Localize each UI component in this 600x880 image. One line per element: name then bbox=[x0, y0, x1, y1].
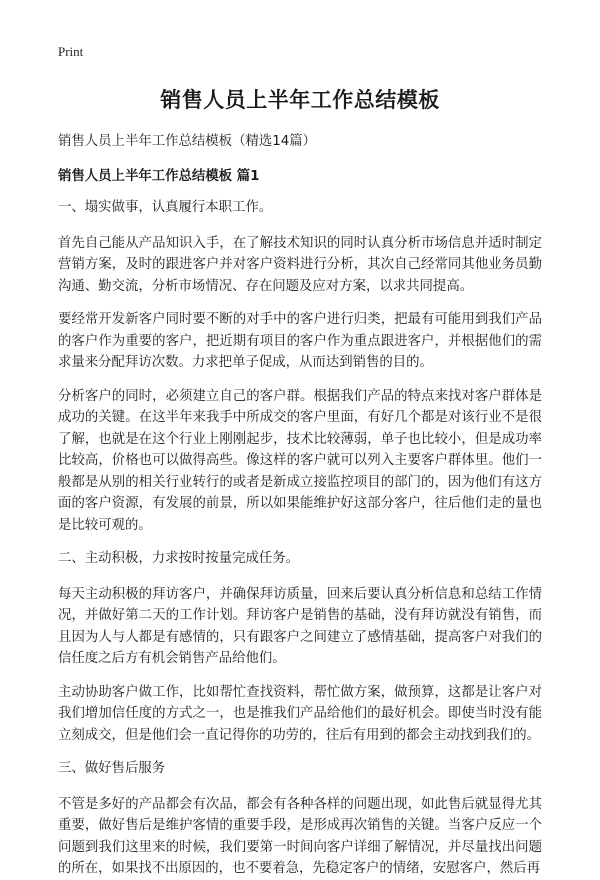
section-heading: 销售人员上半年工作总结模板 篇1 bbox=[58, 169, 260, 184]
paragraph: 每天主动积极的拜访客户，并确保拜访质量，回来后要认真分析信息和总结工作情况，并做好第二天的工作计划。拜访客户是销售的基础，没有拜访就没有销售，而且因为人与人都是有感情的，只有跟客户之间建立了感情基础，提高客户对我们的信任度之后方有机会销售产品给他们。 bbox=[58, 586, 542, 666]
page-title: 销售人员上半年工作总结模板 bbox=[160, 88, 440, 112]
print-link[interactable]: Print bbox=[58, 44, 84, 59]
paragraph: 分析客户的同时，必须建立自己的客户群。根据我们产品的特点来找对客户群体是成功的关键。在这半年来我手中所成交的客户里面，有好几个都是对该行业不是很了解，也就是在这个行业上刚刚起步，技术比较薄弱，单子也比较小，但是成功率比较高，价格也可以做得高些。像这样的客户就可以列入主要客户群体里。他们一般都是从别的相关行业转行的或者是新成立接监控项目的部门的，因为他们有这方面的客户资源，有发展的前景，所以如果能维护好这部分客户，往后他们走的量也是比较可观的。 bbox=[58, 388, 542, 533]
paragraph-heading-3: 三、做好售后服务 bbox=[58, 761, 166, 776]
document-subtitle: 销售人员上半年工作总结模板（精选14篇） bbox=[58, 134, 317, 149]
paragraph-heading-1: 一、塌实做事，认真履行本职工作。 bbox=[58, 200, 273, 215]
paragraph: 主动协助客户做工作，比如帮忙查找资料，帮忙做方案，做预算，这都是让客户对我们增加信任度的方式之一，也是推我们产品给他们的最好机会。即使当时没有能立刻成交，但是他们会一直记得你的功劳的，往后有用到的都会主动找到我们的。 bbox=[58, 684, 542, 743]
paragraph: 不管是多好的产品都会有次品，都会有各种各样的问题出现，如此售后就显得尤其重要，做好售后是维护客情的重要手段，是形成再次销售的关键。当客户反应一个问题到我们这里来的时候，我们要第一时间向客户详细了解情况，并尽量找出问题的所在，如果找不出原因的，也不要着急，先稳定客户的情绪，安慰客户，然后再 bbox=[58, 796, 542, 876]
paragraph: 要经常开发新客户同时要不断的对手中的客户进行归类，把最有可能用到我们产品的客户作为重要的客户，把近期有项目的客户作为重点跟进客户，并根据他们的需求量来分配拜访次数。力求把单子促成，从而达到销售的目的。 bbox=[58, 312, 542, 370]
paragraph: 首先自己能从产品知识入手，在了解技术知识的同时认真分析市场信息并适时制定营销方案，及时的跟进客户并对客户资料进行分析，其次自己经常同其他业务员勤沟通、勤交流，分析市场情况、存在问题及应对方案，以求共同提高。 bbox=[58, 235, 542, 294]
paragraph-heading-2: 二、主动积极，力求按时按量完成任务。 bbox=[58, 551, 300, 566]
